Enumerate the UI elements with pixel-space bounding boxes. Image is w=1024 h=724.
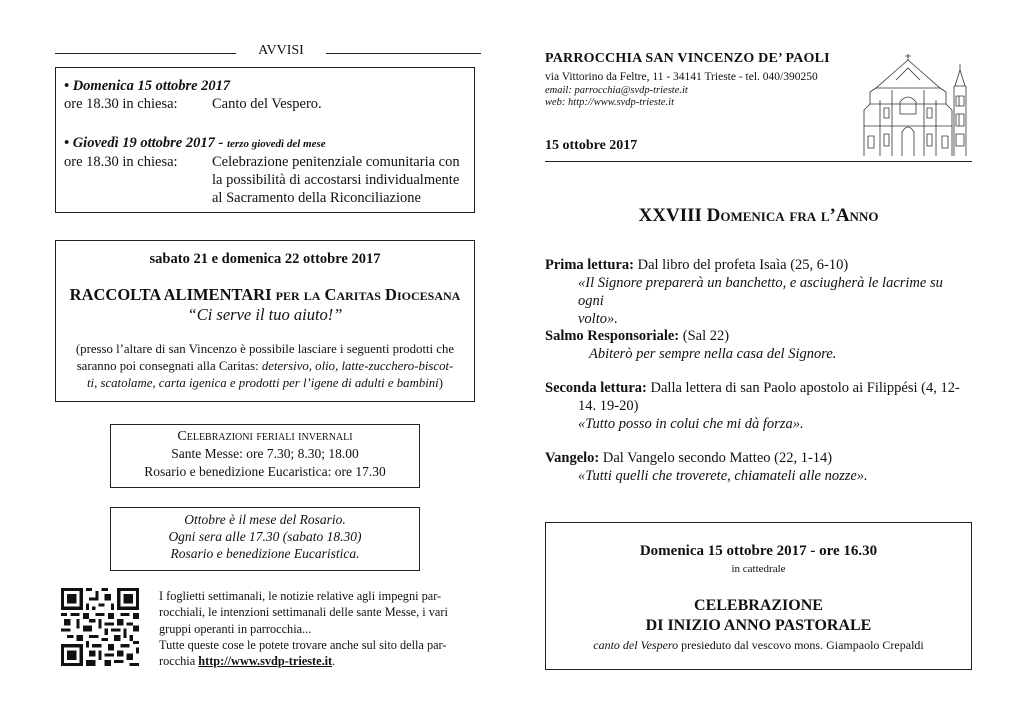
event-title-2: DI INIZIO ANNO PASTORALE bbox=[645, 617, 872, 634]
reading-first-ref: Dal libro del profeta Isaìa (25, 6-10) bbox=[633, 257, 849, 273]
reading-gospel-ref: Dal Vangelo secondo Matteo (22, 1-14) bbox=[599, 450, 833, 466]
footer-line-5 bbox=[159, 653, 479, 669]
feriali-title: Celebrazioni feriali invernali bbox=[177, 429, 353, 444]
footer-suffix: . bbox=[332, 654, 336, 669]
raccolta-text-3-italic: ti, scatolame, carta igenica e prodotti per l’igene di adulti e bambini bbox=[86, 376, 439, 390]
raccolta-text-2-plain: saranno poi consegnati alla Caritas: bbox=[76, 359, 262, 373]
reading-psalm-label: Salmo Responsoriale: bbox=[545, 328, 680, 344]
event2-desc-1: Celebrazione penitenziale comunitaria con bbox=[212, 154, 460, 170]
footer-text bbox=[159, 588, 479, 669]
bulletin-date: 15 ottobre 2017 bbox=[545, 138, 638, 153]
event2-desc-3: al Sacramento della Riconciliazione bbox=[212, 190, 421, 206]
event1-place: ore 18.30 in chiesa: bbox=[64, 96, 178, 112]
avvisi-rule-right bbox=[326, 53, 481, 54]
reading-first-label: Prima lettura: bbox=[545, 257, 634, 273]
event1-date: • Domenica 15 ottobre 2017 bbox=[64, 78, 231, 94]
liturgy-title bbox=[545, 205, 972, 227]
event2-note: terzo giovedì del mese bbox=[226, 138, 326, 150]
event2-date: • Giovedì 19 ottobre 2017 - bbox=[64, 135, 227, 151]
rosario-line-3: Rosario e benedizione Eucaristica. bbox=[170, 546, 360, 561]
event-desc bbox=[545, 638, 972, 653]
raccolta-date: sabato 21 e domenica 22 ottobre 2017 bbox=[149, 251, 381, 267]
parish-name: PARROCCHIA SAN VINCENZO DE’ PAOLI bbox=[545, 51, 830, 66]
reading-gospel bbox=[545, 449, 970, 485]
raccolta-title bbox=[55, 285, 475, 305]
reading-second-ref: Dalla lettera di san Paolo apostolo ai Filippési (4, 12- bbox=[646, 380, 960, 396]
parish-email[interactable]: email: parrocchia@svdp-trieste.it bbox=[545, 85, 688, 96]
event-desc-rest: presieduto dal vescovo mons. Giampaolo Crepaldi bbox=[678, 638, 924, 652]
footer-line-3: gruppi operanti in parrocchia... bbox=[159, 621, 312, 636]
reading-first bbox=[545, 256, 970, 328]
footer-line-4: Tutte queste cose le potete trovare anche sul sito della par- bbox=[159, 637, 447, 652]
event-date: Domenica 15 ottobre 2017 - ore 16.30 bbox=[639, 543, 878, 559]
footer-prefix: rocchia bbox=[159, 654, 199, 669]
event2-heading bbox=[64, 134, 326, 153]
raccolta-motto: “Ci serve il tuo aiuto!” bbox=[187, 305, 343, 324]
event2-place: ore 18.30 in chiesa: bbox=[64, 154, 178, 170]
reading-second-label: Seconda lettura: bbox=[545, 380, 647, 396]
website-link[interactable]: http://www.svdp-trieste.it bbox=[198, 654, 333, 669]
reading-psalm-ref: (Sal 22) bbox=[679, 328, 730, 344]
raccolta-text-2 bbox=[55, 358, 475, 375]
footer-line-1: I foglietti settimanali, le notizie relative agli impegni par- bbox=[159, 589, 442, 603]
rosario-line-1: Ottobre è il mese del Rosario. bbox=[184, 512, 346, 527]
event-title-1: CELEBRAZIONE bbox=[694, 597, 823, 614]
parish-web[interactable]: web: http://www.svdp-trieste.it bbox=[545, 97, 675, 108]
reading-psalm bbox=[545, 327, 970, 363]
reading-second-quote: «Tutto posso in colui che mi dà forza». bbox=[578, 416, 804, 432]
raccolta-text-3-end: ) bbox=[438, 376, 443, 390]
parish-address: via Vittorino da Feltre, 11 - 34141 Trieste - tel. 040/390250 bbox=[545, 71, 818, 83]
event-place: in cattedrale bbox=[731, 563, 786, 575]
avvisi-rule-left bbox=[55, 53, 236, 54]
feriali-line-1: Sante Messe: ore 7.30; 8.30; 18.00 bbox=[171, 446, 359, 461]
church-drawing-icon bbox=[862, 52, 970, 156]
avvisi-title: AVVISI bbox=[236, 43, 326, 59]
reading-second-ref-2: 14. 19-20) bbox=[578, 398, 639, 414]
event1-desc: Canto del Vespero. bbox=[212, 96, 322, 112]
feriali-line-2: Rosario e benedizione Eucaristica: ore 17.30 bbox=[144, 464, 386, 479]
event2-desc-2: la possibilità di accostarsi individualmente bbox=[212, 172, 460, 188]
reading-second bbox=[545, 379, 970, 433]
raccolta-text-1: (presso l’altare di san Vincenzo è possibile lasciare i seguenti prodotti che bbox=[75, 342, 455, 356]
reading-psalm-quote: Abiterò per sempre nella casa del Signore. bbox=[589, 346, 837, 362]
liturgy-title-text: XXVIII Domenica fra l’Anno bbox=[638, 205, 879, 226]
raccolta-title-main: RACCOLTA ALIMENTARI bbox=[69, 285, 276, 304]
raccolta-text-3 bbox=[55, 375, 475, 392]
footer-line-2: rocchiali, le intenzioni settimanali delle sante Messe, i vari bbox=[159, 605, 448, 620]
header-rule bbox=[545, 161, 972, 162]
reading-first-quote-1: «Il Signore preparerà un banchetto, e asciugherà le lacrime su ogni bbox=[578, 275, 943, 309]
raccolta-title-caritas: per la Caritas Diocesana bbox=[275, 285, 461, 304]
rosario-line-2: Ogni sera alle 17.30 (sabato 18.30) bbox=[168, 529, 362, 544]
qr-code-icon bbox=[61, 588, 139, 666]
event-desc-italic: canto del Vespero bbox=[593, 638, 679, 652]
reading-gospel-quote: «Tutti quelli che troverete, chiamateli alle nozze». bbox=[578, 468, 868, 484]
reading-gospel-label: Vangelo: bbox=[545, 450, 600, 466]
raccolta-text-2-italic: detersivo, olio, latte-zucchero-biscot- bbox=[261, 359, 454, 373]
reading-first-quote-2: volto». bbox=[578, 311, 618, 327]
